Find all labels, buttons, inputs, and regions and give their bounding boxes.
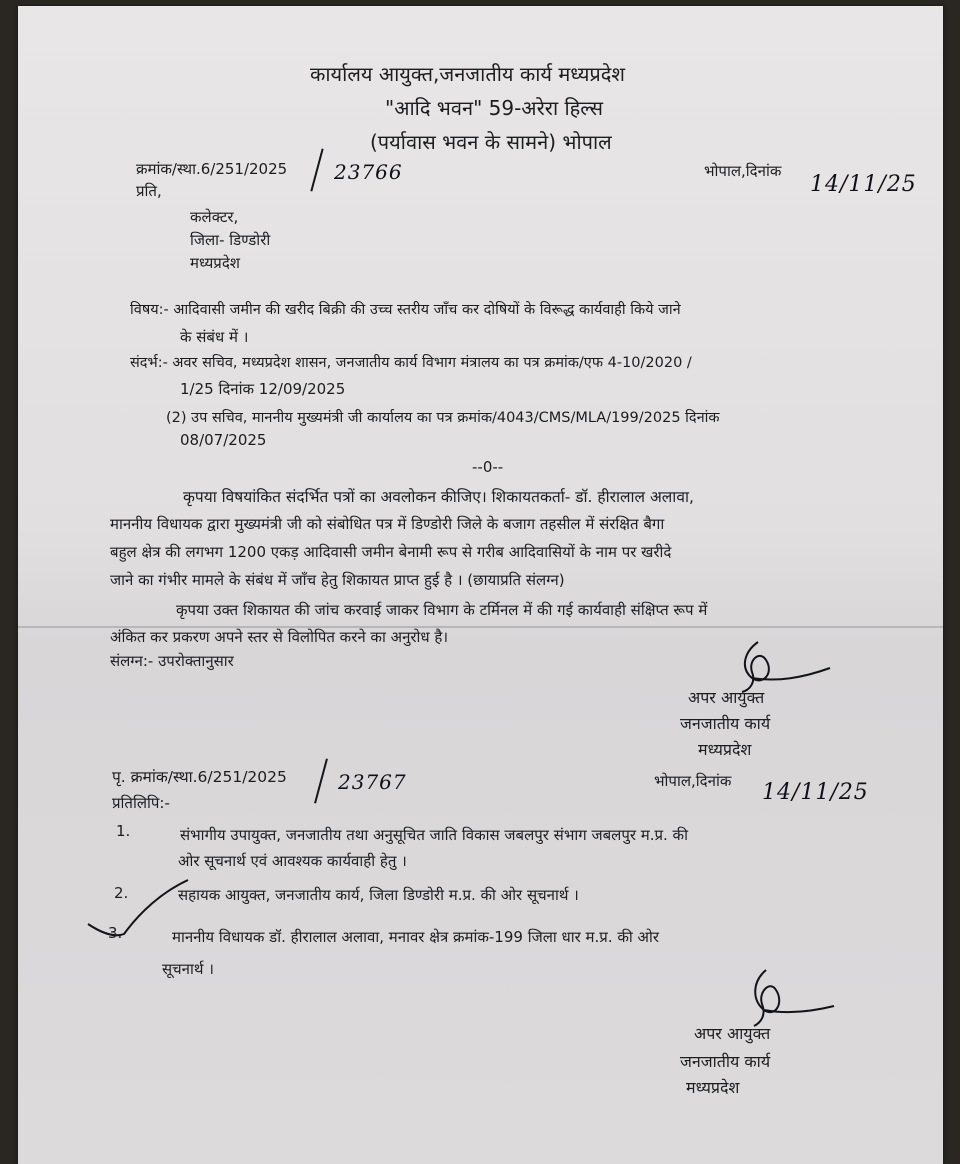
copy-item-1-line-1: संभागीय उपायुक्त, जनजातीय तथा अनुसूचित जाति विकास जबलपुर संभाग जबलपुर म.प्र. की — [180, 826, 688, 844]
enclosure: संलग्न:- उपरोक्तानुसार — [110, 652, 234, 670]
signature-2-icon — [740, 966, 840, 1030]
office-line-2: "आदि भवन" 59-अरेरा हिल्स — [385, 96, 604, 120]
para-2-line-1: कृपया उक्त शिकायत की जांच करवाई जाकर विभाग के टर्मिनल में की गई कार्यवाही संक्षिप्त रूप में — [176, 601, 708, 619]
subject-line-2: के संबंध में । — [180, 328, 249, 346]
separator: --0-- — [472, 458, 504, 476]
letter-date-label: भोपाल,दिनांक — [704, 162, 782, 180]
copy-item-3-line-1: माननीय विधायक डॉ. हीरालाल अलावा, मनावर क्षेत्र क्रमांक-199 जिला धार म.प्र. की ओर — [172, 928, 660, 946]
to-line-1: कलेक्टर, — [190, 208, 239, 226]
copy-item-1-line-2: ओर सूचनार्थ एवं आवश्यक कार्यवाही हेतु । — [178, 852, 407, 870]
reference-1-line-2: 1/25 दिनांक 12/09/2025 — [180, 380, 346, 398]
copy-item-1-num: 1. — [116, 822, 131, 840]
to-line-3: मध्यप्रदेश — [190, 254, 241, 272]
copy-ref-no: पृ. क्रमांक/स्था.6/251/2025 — [112, 768, 287, 786]
para-2-line-2: अंकित कर प्रकरण अपने स्तर से विलोपित करने का अनुरोध है। — [110, 628, 449, 646]
para-1-line-3: बहुल क्षेत्र की लगभग 1200 एकड़ आदिवासी जमीन बेनामी रूप से गरीब आदिवासियों के नाम पर खरीदे — [110, 543, 672, 561]
copy-ref-handwritten: 23767 — [338, 770, 407, 794]
signatory-2-line-2: जनजातीय कार्य — [680, 1052, 771, 1071]
para-1-line-2: माननीय विधायक द्वारा मुख्यमंत्री जी को संबोधित पत्र में डिण्डोरी जिले के बजाग तहसील में संरक्षित बैगा — [110, 515, 665, 533]
to-label: प्रति, — [136, 182, 162, 200]
copy-item-3-line-2: सूचनार्थ । — [162, 960, 214, 978]
to-line-2: जिला- डिण्डोरी — [190, 231, 271, 249]
signature-1-icon — [730, 638, 840, 694]
reference-2-line-1: (2) उप सचिव, माननीय मुख्यमंत्री जी कार्यालय का पत्र क्रमांक/4043/CMS/MLA/199/2025 दिनांक — [166, 410, 720, 426]
para-1-line-4: जाने का गंभीर मामले के संबंध में जाँच हेतु शिकायत प्राप्त हुई है । (छायाप्रति संलग्न) — [110, 571, 565, 589]
copy-label: प्रतिलिपि:- — [112, 794, 170, 812]
para-1-line-1: कृपया विषयांकित संदर्भित पत्रों का अवलोकन कीजिए। शिकायतकर्ता- डॉ. हीरालाल अलावा, — [183, 488, 694, 506]
reference-1-line-1: संदर्भ:- अवर सचिव, मध्यप्रदेश शासन, जनजातीय कार्य विभाग मंत्रालय का पत्र क्रमांक/एफ 4-10/2020 / — [130, 355, 692, 371]
signatory-1-line-1: अपर आयुक्त — [688, 688, 765, 707]
office-line-1: कार्यालय आयुक्त,जनजातीय कार्य मध्यप्रदेश — [310, 62, 626, 86]
letter-ref-handwritten: 23766 — [334, 160, 403, 184]
letter-ref-no: क्रमांक/स्था.6/251/2025 — [136, 160, 288, 178]
copy-date-label: भोपाल,दिनांक — [654, 772, 732, 790]
signatory-1-line-2: जनजातीय कार्य — [680, 714, 771, 733]
copy-item-2-num: 2. — [114, 884, 129, 902]
signatory-1-line-3: मध्यप्रदेश — [698, 740, 752, 759]
signatory-2-line-3: मध्यप्रदेश — [686, 1078, 740, 1097]
copy-date-handwritten: 14/11/25 — [762, 780, 869, 805]
reference-2-line-2: 08/07/2025 — [180, 431, 267, 449]
copy-item-2-line-1: सहायक आयुक्त, जनजातीय कार्य, जिला डिण्डोरी म.प्र. की ओर सूचनार्थ । — [178, 886, 579, 904]
signatory-2-line-1: अपर आयुक्त — [694, 1024, 771, 1043]
copy-item-3-num: 3. — [108, 924, 123, 942]
subject-line-1: विषय:- आदिवासी जमीन की खरीद बिक्री की उच्च स्तरीय जाँच कर दोषियों के विरूद्ध कार्यवाही किये जाने — [130, 302, 681, 318]
letter-date-handwritten: 14/11/25 — [810, 172, 917, 197]
office-line-3: (पर्यावास भवन के सामने) भोपाल — [370, 130, 612, 154]
